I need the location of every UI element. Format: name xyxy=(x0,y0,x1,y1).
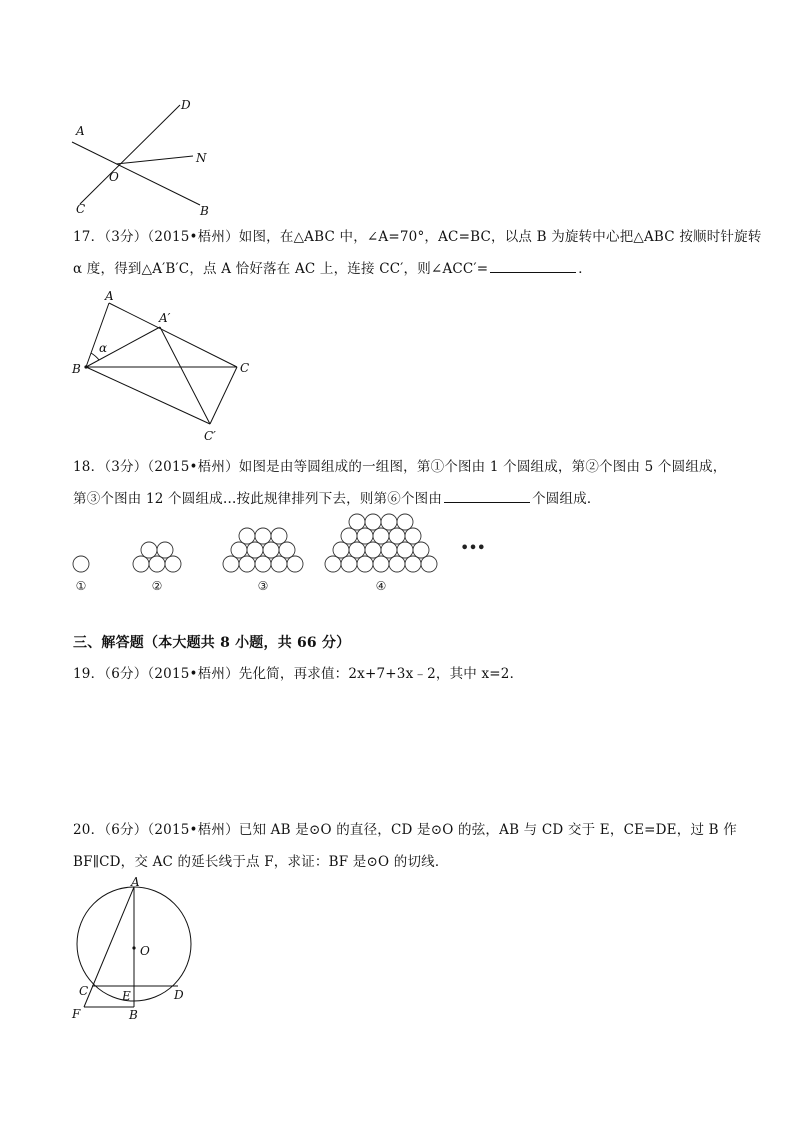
q20-line1: 20．（6分）（2015•梧州）已知 AB 是⊙O 的直径，CD 是⊙O 的弦，AB 与 CD 交于 E，CE=DE，过 B 作 xyxy=(73,822,737,838)
pattern-4-circle xyxy=(341,528,357,544)
pattern-4-circle xyxy=(349,542,365,558)
point-b xyxy=(84,365,87,368)
pattern-4-circle xyxy=(389,556,405,572)
pattern-4 xyxy=(325,514,437,593)
q18-line2-end: 个圆组成． xyxy=(532,491,601,507)
pattern-4-circle xyxy=(357,528,373,544)
center-point-o xyxy=(132,946,135,949)
pattern-2-circle xyxy=(165,556,181,572)
q18-line2-text: 第③个图由 12 个圆组成…按此规律排列下去，则第⑥个图由 xyxy=(73,491,443,507)
label-f: F xyxy=(72,1007,81,1021)
pattern-3-circle xyxy=(239,528,255,544)
pattern-4-circle xyxy=(333,542,349,558)
pattern-4-circle xyxy=(349,514,365,530)
pattern-2 xyxy=(133,542,181,593)
q18-line1: 18．（3分）（2015•梧州）如图是由等圆组成的一组图，第①个图由 1 个圆组成，第②个图由 5 个圆组成， xyxy=(73,459,727,475)
pattern-4-circle xyxy=(373,556,389,572)
label-b: B xyxy=(200,204,209,218)
pattern-3-circle xyxy=(271,556,287,572)
pattern-3-circle xyxy=(279,542,295,558)
q17-line2-text: α 度，得到△A′B′C，点 A 恰好落在 AC 上，连接 CC′，则∠ACC′= xyxy=(73,261,489,277)
pattern-4-circle xyxy=(405,556,421,572)
label-c: C xyxy=(76,202,86,216)
pattern-3-circle xyxy=(239,556,255,572)
figure-angle xyxy=(60,95,230,225)
label-o: O xyxy=(140,944,150,958)
pattern-1-label: ① xyxy=(75,579,87,593)
label-a: A xyxy=(76,124,85,138)
label-c: C xyxy=(240,361,250,375)
pattern-4-circle xyxy=(325,556,341,572)
q17-line2-end: ． xyxy=(578,261,592,277)
pattern-4-circle xyxy=(397,514,413,530)
pattern-4-circle xyxy=(365,514,381,530)
pattern-4-circle xyxy=(413,542,429,558)
label-a: A xyxy=(131,875,140,889)
pattern-3-circle xyxy=(247,542,263,558)
label-e: E xyxy=(122,989,131,1003)
ray-od xyxy=(80,105,180,204)
label-c: C xyxy=(79,984,89,998)
label-n: N xyxy=(196,151,207,165)
label-a: A xyxy=(105,289,114,303)
pattern-3-circle xyxy=(255,556,271,572)
q19-line1: 19．（6分）（2015•梧州）先化简，再求值：2x+7+3x﹣2，其中 x=2． xyxy=(73,666,524,682)
section-3-title: 三、解答题（本大题共 8 小题，共 66 分） xyxy=(73,635,351,651)
pattern-4-circle xyxy=(389,528,405,544)
pattern-3-circle xyxy=(263,542,279,558)
pattern-4-circle xyxy=(373,528,389,544)
pattern-1 xyxy=(73,556,89,593)
pattern-4-circle xyxy=(357,556,373,572)
pattern-4-circle xyxy=(381,514,397,530)
pattern-1-circle xyxy=(73,556,89,572)
pattern-3-label: ③ xyxy=(257,579,269,593)
label-a-prime: A′ xyxy=(159,311,171,325)
pattern-2-circle xyxy=(149,556,165,572)
label-d: D xyxy=(174,988,184,1002)
angle-alpha-arc xyxy=(91,353,99,360)
edge-bc-prime xyxy=(86,367,210,424)
pattern-3-circle xyxy=(255,528,271,544)
pattern-4-circle xyxy=(341,556,357,572)
pattern-3-circle xyxy=(223,556,239,572)
label-d: D xyxy=(181,98,191,112)
pattern-2-circle xyxy=(141,542,157,558)
label-alpha: α xyxy=(99,341,108,355)
label-c-prime: C′ xyxy=(204,429,216,443)
pattern-4-circle xyxy=(397,542,413,558)
line-ab xyxy=(72,142,200,205)
label-b: B xyxy=(72,362,81,376)
pattern-4-circle xyxy=(381,542,397,558)
label-o: O xyxy=(109,170,119,184)
label-b: B xyxy=(129,1008,138,1022)
pattern-2-circle xyxy=(133,556,149,572)
pattern-3-circle xyxy=(271,528,287,544)
figure-q20-circle xyxy=(65,875,205,1025)
pattern-4-circle xyxy=(365,542,381,558)
pattern-2-circle xyxy=(157,542,173,558)
figure-q18-circle-patterns xyxy=(60,505,500,600)
pattern-3 xyxy=(223,528,303,593)
pattern-4-circle xyxy=(405,528,421,544)
pattern-3-circle xyxy=(287,556,303,572)
q17-answer-blank[interactable] xyxy=(490,258,576,273)
edge-cc-prime xyxy=(210,367,237,424)
q18-answer-blank[interactable] xyxy=(444,488,530,503)
ellipsis: ••• xyxy=(460,541,486,556)
edge-ab xyxy=(86,303,109,367)
edge-ba-prime xyxy=(86,327,160,367)
edge-ac xyxy=(109,303,237,367)
pattern-2-label: ② xyxy=(151,579,163,593)
q17-line2 xyxy=(73,258,592,279)
q17-line1: 17．（3分）（2015•梧州）如图，在△ABC 中，∠A=70°，AC=BC，以点 B 为旋转中心把△ABC 按顺时针旋转 xyxy=(73,229,762,245)
pattern-4-circle xyxy=(421,556,437,572)
q20-line2: BF∥CD，交 AC 的延长线于点 F，求证：BF 是⊙O 的切线． xyxy=(73,854,449,870)
figure-q17-rotation xyxy=(65,288,265,448)
pattern-3-circle xyxy=(231,542,247,558)
pattern-4-label: ④ xyxy=(375,579,387,593)
